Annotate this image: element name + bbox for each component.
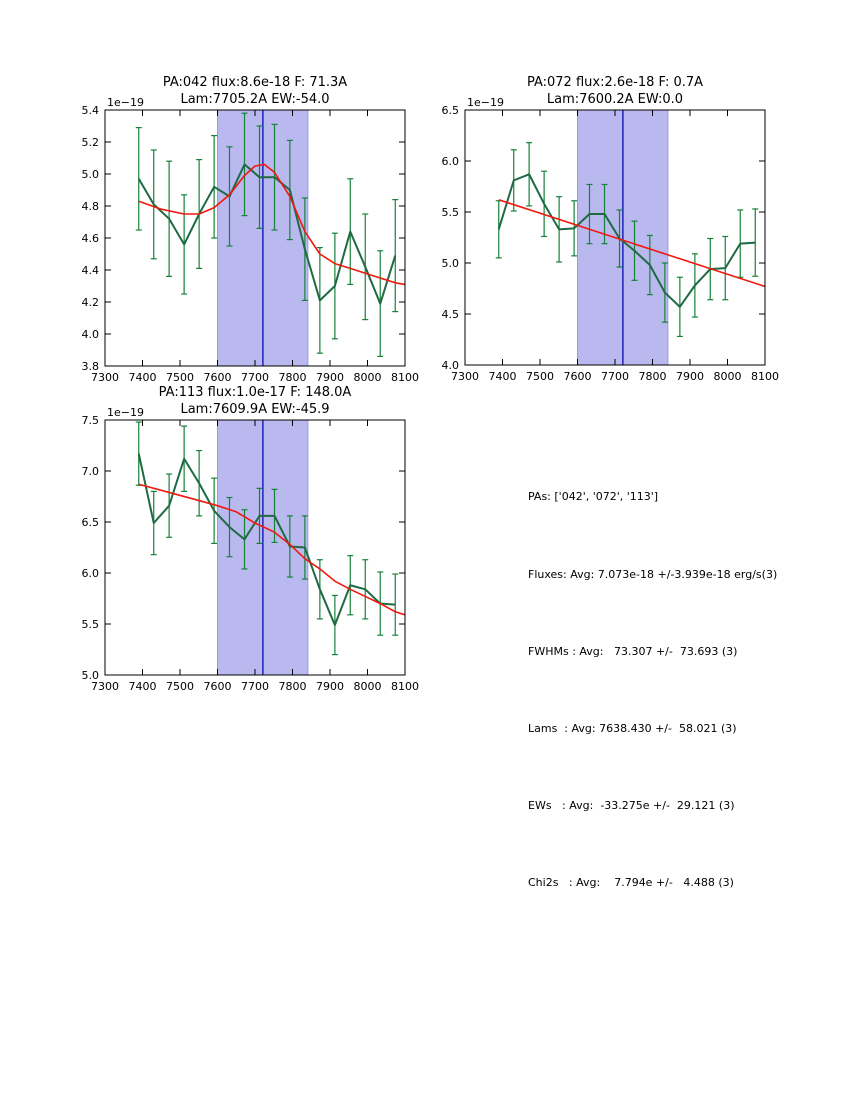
y-axis-offset-label: 1e−19 [107, 96, 144, 109]
x-tick-label: 8000 [353, 680, 382, 693]
y-tick-label: 4.8 [81, 200, 99, 213]
y-axis-offset-label: 1e−19 [107, 406, 144, 419]
y-tick-label: 5.0 [81, 669, 99, 682]
y-tick-label: 7.5 [81, 414, 99, 427]
x-tick-label: 7900 [316, 680, 344, 693]
plot-title-line2: Lam:7600.2A EW:0.0 [546, 92, 684, 107]
plot-title-line1: PA:042 flux:8.6e-18 F: 71.3A [162, 75, 348, 90]
plot-title-line2: Lam:7705.2A EW:-54.0 [180, 92, 330, 107]
x-tick-label: 7400 [488, 370, 517, 383]
x-tick-label: 7600 [563, 370, 592, 383]
y-tick-label: 4.0 [441, 359, 459, 372]
x-tick-label: 7600 [203, 680, 232, 693]
y-tick-label: 5.5 [81, 618, 99, 631]
y-tick-label: 7.0 [81, 465, 99, 478]
summary-line-fluxes: Fluxes: Avg: 7.073e-18 +/-3.939e-18 erg/s(3) [528, 567, 778, 581]
y-axis-offset-label: 1e−19 [467, 96, 504, 109]
x-tick-label: 7600 [203, 371, 232, 384]
y-tick-label: 5.0 [81, 168, 99, 181]
summary-panel [528, 433, 777, 947]
y-tick-label: 4.4 [81, 264, 99, 277]
x-tick-label: 7400 [128, 371, 157, 384]
x-tick-label: 7900 [676, 370, 704, 383]
y-tick-label: 4.5 [441, 308, 459, 321]
x-tick-label: 8100 [391, 371, 419, 384]
plot-title-line1: PA:072 flux:2.6e-18 F: 0.7A [526, 75, 704, 90]
y-tick-label: 6.5 [441, 104, 459, 117]
x-tick-label: 7400 [128, 680, 157, 693]
summary-line-fwhms: FWHMs : Avg: 73.307 +/- 73.693 (3) [528, 644, 738, 658]
x-tick-label: 7800 [278, 371, 307, 384]
x-tick-label: 7300 [91, 371, 119, 384]
x-tick-label: 7800 [278, 680, 307, 693]
plot-title-line1: PA:113 flux:1.0e-17 F: 148.0A [158, 385, 352, 400]
y-tick-label: 5.4 [81, 104, 99, 117]
x-tick-label: 7500 [166, 680, 194, 693]
x-tick-label: 7900 [316, 371, 344, 384]
summary-line-chi2s: Chi2s : Avg: 7.794e +/- 4.488 (3) [528, 875, 734, 889]
y-tick-label: 6.0 [441, 155, 459, 168]
x-tick-label: 7500 [166, 371, 194, 384]
plot-title-line2: Lam:7609.9A EW:-45.9 [180, 402, 330, 417]
y-tick-label: 4.6 [81, 232, 99, 245]
y-tick-label: 4.0 [81, 328, 99, 341]
x-tick-label: 8100 [751, 370, 779, 383]
y-tick-label: 6.0 [81, 567, 99, 580]
summary-line-ews: EWs : Avg: -33.275e +/- 29.121 (3) [528, 798, 735, 812]
x-tick-label: 7800 [638, 370, 667, 383]
plot-pa072 [442, 75, 780, 383]
x-tick-label: 7500 [526, 370, 554, 383]
x-tick-label: 7300 [451, 370, 479, 383]
x-tick-label: 7700 [241, 371, 269, 384]
x-tick-label: 7700 [601, 370, 629, 383]
y-tick-label: 5.2 [81, 136, 99, 149]
y-tick-label: 5.5 [441, 206, 459, 219]
x-tick-label: 8100 [391, 680, 419, 693]
summary-line-pas: PAs: ['042', '072', '113'] [528, 490, 659, 504]
plot-pa042 [82, 75, 420, 384]
summary-line-lams: Lams : Avg: 7638.430 +/- 58.021 (3) [528, 721, 737, 735]
x-tick-label: 7300 [91, 680, 119, 693]
y-tick-label: 6.5 [81, 516, 99, 529]
y-tick-label: 3.8 [81, 360, 99, 373]
y-tick-label: 5.0 [441, 257, 459, 270]
x-tick-label: 7700 [241, 680, 269, 693]
x-tick-label: 8000 [353, 371, 382, 384]
x-tick-label: 8000 [713, 370, 742, 383]
plot-pa113 [82, 385, 420, 693]
y-tick-label: 4.2 [81, 296, 99, 309]
